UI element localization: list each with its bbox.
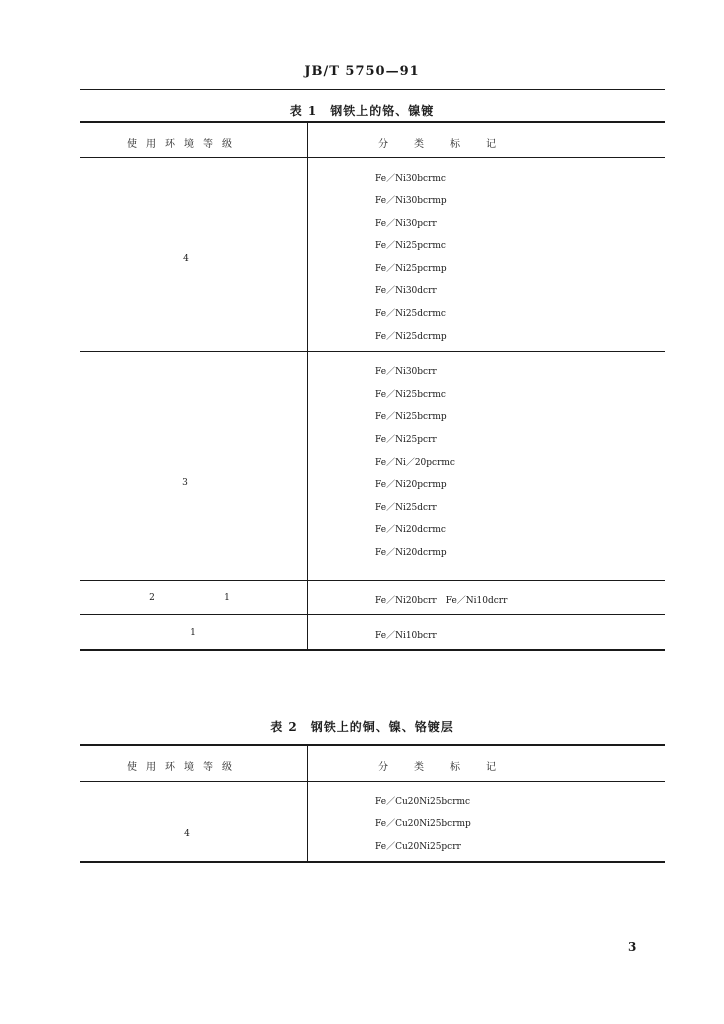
table1-col-env-header: 使用环境等级 [127,139,241,150]
table2-col-divider [307,746,308,861]
table1-level: 1 [224,593,230,603]
table1-code: Fe／Ni25dcrmc [375,309,446,319]
table1-code: Fe／Ni20pcrmp [375,480,447,490]
table1-head-rule [80,157,665,158]
table2-caption: 表 2 钢铁上的铜、镍、铬镀层 [270,720,454,734]
table2-code: Fe／Cu20Ni25bcrmc [375,797,471,807]
table1-code: Fe／Ni25dcrr [375,503,437,513]
table1-code: Fe／Ni30dcrr [375,286,437,296]
table1-code: Fe／Ni30bcrmp [375,196,447,206]
table1-level: 1 [190,628,196,638]
table1-code: Fe／Ni30pcrr [375,219,437,229]
table1-top-rule [80,121,665,123]
table1-code: Fe／Ni10bcrr [375,631,437,641]
table1-code: Fe／Ni30bcrr [375,367,437,377]
table1-row-rule [80,580,665,581]
header-rule [80,89,665,90]
table1-level: 4 [183,254,189,264]
table2-col-env-header: 使用环境等级 [127,762,241,773]
table1-code: Fe／Ni20bcrr Fe／Ni10dcrr [375,596,508,606]
table1-caption: 表 1 钢铁上的铬、镍镀 [289,104,435,118]
table1-level: 2 [149,593,155,603]
table1-code: Fe／Ni25bcrmp [375,412,447,422]
table1-code: Fe／Ni20dcrmc [375,525,446,535]
page-header: JB/T 5750—91 [304,64,420,79]
page-number: 3 [628,940,637,954]
table1-level: 3 [182,478,188,488]
table1-code: Fe／Ni25pcrmc [375,241,446,251]
table2-col-code-header: 分类标记 [378,762,522,773]
table1-code: Fe／Ni25dcrmp [375,332,447,342]
table2-top-rule [80,744,665,746]
table2-head-rule [80,781,665,782]
table1-code: Fe／Ni30bcrmc [375,174,446,184]
table2-level: 4 [184,829,190,839]
table1-code: Fe／Ni25pcrmp [375,264,447,274]
table1-col-code-header: 分类标记 [378,139,522,150]
table1-code: Fe／Ni／20pcrmc [375,458,455,468]
table1-code: Fe／Ni20dcrmp [375,548,447,558]
table1-code: Fe／Ni25bcrmc [375,390,446,400]
table1-row-rule [80,351,665,352]
table2-code: Fe／Cu20Ni25bcrmp [375,819,471,829]
table1-bottom-rule [80,649,665,651]
table1-row-rule [80,614,665,615]
table1-col-divider [307,123,308,649]
table1-code: Fe／Ni25pcrr [375,435,437,445]
table2-bottom-rule [80,861,665,863]
table2-code: Fe／Cu20Ni25pcrr [375,842,461,852]
